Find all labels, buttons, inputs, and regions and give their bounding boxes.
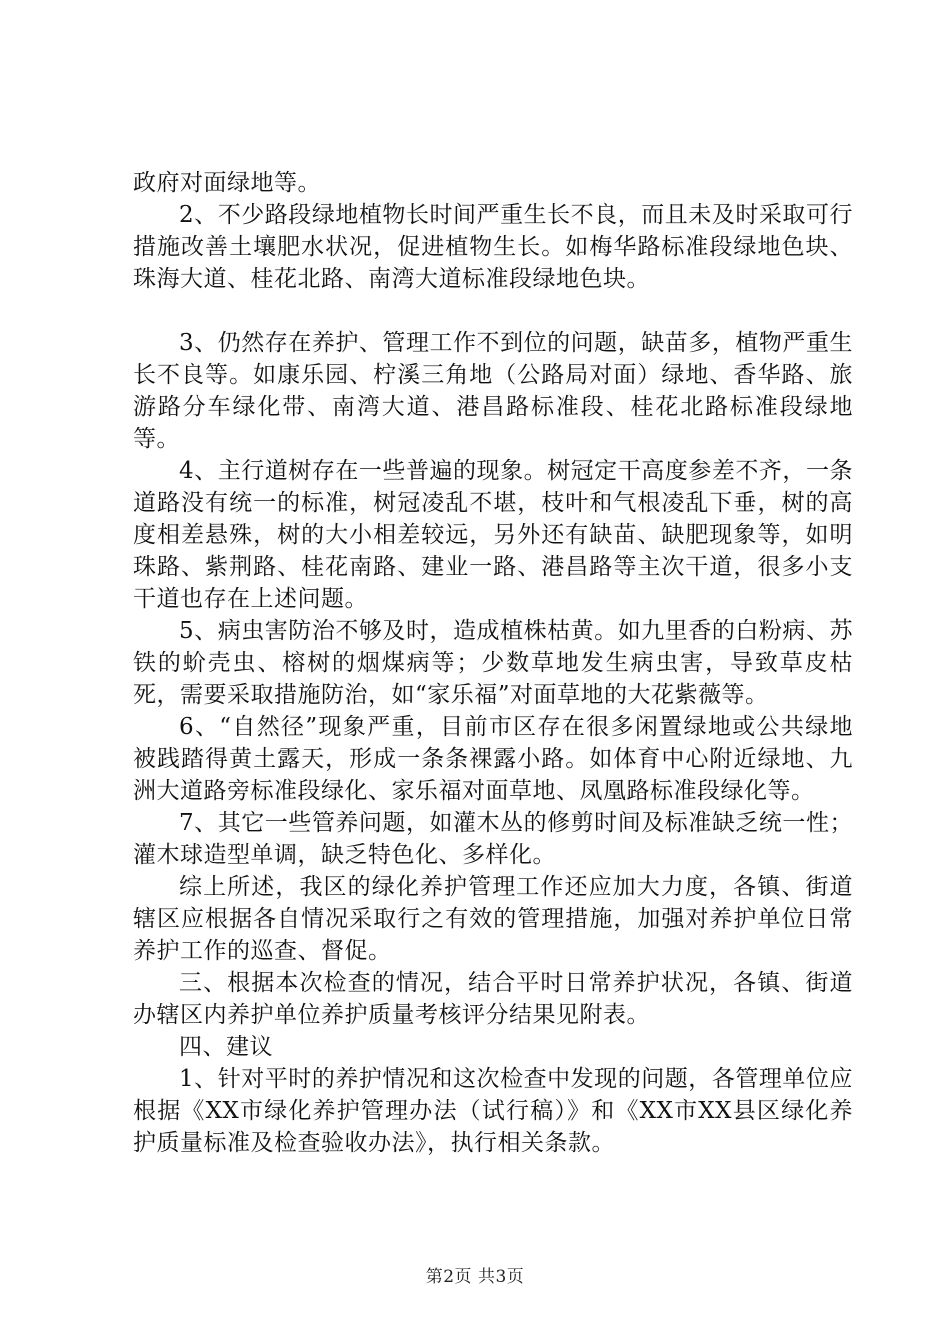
paragraph-section-three: 三、根据本次检查的情况，结合平时日常养护状况，各镇、街道办辖区内养护单位养护质量考核评分结果见附表。 [133,970,853,1028]
section-heading-suggestions: 四、建议 [179,1034,273,1060]
paragraph-suggestion-1: 1、针对平时的养护情况和这次检查中发现的问题，各管理单位应根据《XX市绿化养护管理办法（试行稿）》和《XX市XX县区绿化养护质量标准及检查验收办法》，执行相关条款。 [133,1066,853,1156]
paragraph-summary: 综上所述，我区的绿化养护管理工作还应加大力度，各镇、街道辖区应根据各自情况采取行之有效的管理措施，加强对养护单位日常养护工作的巡查、督促。 [133,874,853,964]
paragraph-item-5: 5、病虫害防治不够及时，造成植株枯黄。如九里香的白粉病、苏铁的蚧壳虫、榕树的烟煤病等；少数草地发生病虫害，导致草皮枯死，需要采取措施防治，如“家乐福”对面草地的大花紫薇等。 [133,618,853,708]
paragraph-continuation: 政府对面绿地等。 [133,170,321,196]
paragraph-item-4: 4、主行道树存在一些普遍的现象。树冠定干高度参差不齐，一条道路没有统一的标准，树冠凌乱不堪，枝叶和气根凌乱下垂，树的高度相差悬殊，树的大小相差较远，另外还有缺苗、缺肥现象等，如明珠路、紫荆路、桂花南路、建业一路、港昌路等主次干道，很多小支干道也存在上述问题。 [133,458,853,612]
document-body [133,167,853,1159]
paragraph-item-3: 3、仍然存在养护、管理工作不到位的问题，缺苗多，植物严重生长不良等。如康乐园、柠溪三角地（公路局对面）绿地、香华路、旅游路分车绿化带、南湾大道、港昌路标准段、桂花北路标准段绿地等。 [133,330,853,452]
paragraph-item-2: 2、不少路段绿地植物长时间严重生长不良，而且未及时采取可行措施改善土壤肥水状况，促进植物生长。如梅华路标准段绿地色块、珠海大道、桂花北路、南湾大道标准段绿地色块。 [133,202,853,292]
page-number-footer: 第2页 共3页 [425,1267,525,1287]
paragraph-item-7: 7、其它一些管养问题，如灌木丛的修剪时间及标准缺乏统一性；灌木球造型单调，缺乏特色化、多样化。 [133,810,853,868]
paragraph-item-6: 6、“自然径”现象严重，目前市区存在很多闲置绿地或公共绿地被践踏得黄土露天，形成一条条裸露小路。如体育中心附近绿地、九洲大道路旁标准段绿化、家乐福对面草地、凤凰路标准段绿化等。 [133,714,853,804]
